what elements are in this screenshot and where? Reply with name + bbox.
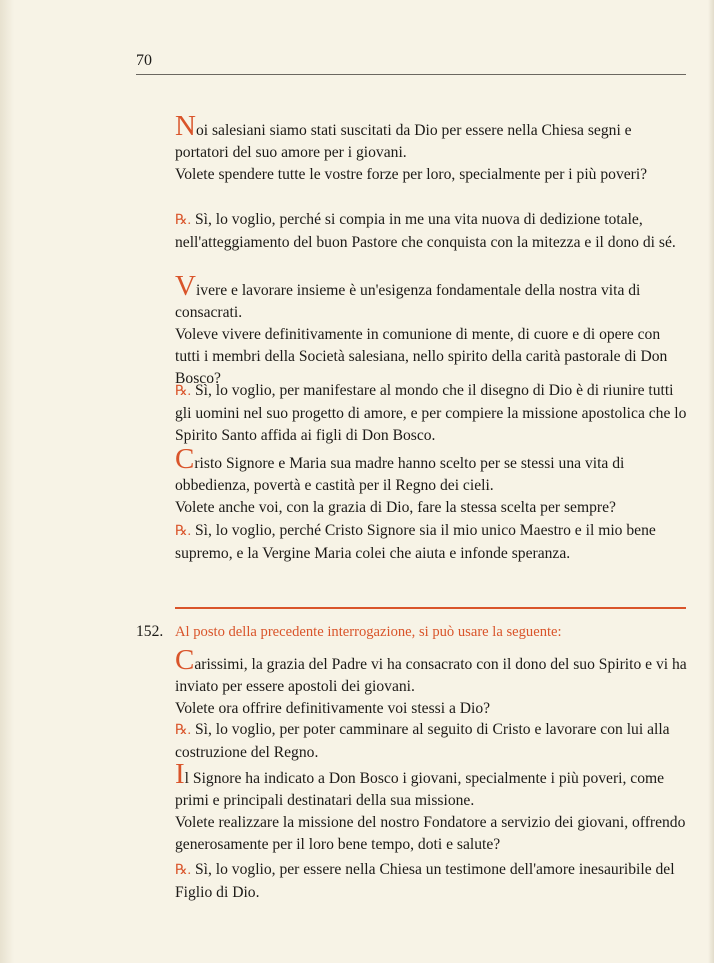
alt-response-2 bbox=[175, 859, 687, 904]
response-text: Sì, lo voglio, perché Cristo Signore sia il mio unico Maestro e il mio bene supremo, e la Vergine Maria colei che aiuta e infonde speranza. bbox=[175, 522, 656, 562]
question-text: oi salesiani siamo stati suscitati da Dio per essere nella Chiesa segni e portatori del suo amore per i giovani. bbox=[175, 122, 632, 161]
page-edge bbox=[708, 0, 714, 963]
page-number: 70 bbox=[136, 52, 152, 69]
response-text: Sì, lo voglio, per poter camminare al seguito di Cristo e lavorare con lui alla costruzione del Regno. bbox=[175, 721, 670, 761]
question-text: risto Signore e Maria sua madre hanno scelto per se stessi una vita di obbedienza, povertà e castità per il Regno dei cieli. bbox=[175, 455, 625, 494]
page-gutter bbox=[0, 0, 14, 963]
question-text: arissimi, la grazia del Padre vi ha consacrato con il dono del suo Spirito e vi ha inviato per essere apostoli dei giovani. bbox=[175, 656, 687, 695]
response-symbol: ℞. bbox=[175, 524, 192, 539]
question-2 bbox=[175, 270, 687, 390]
question-1 bbox=[175, 110, 687, 186]
response-text: Sì, lo voglio, per manifestare al mondo che il disegno di Dio è di riunire tutti gli uomini nel suo progetto di amore, e per compiere la missione apostolica che lo Spirito Santo affida ai figli di Don Bosco. bbox=[175, 382, 687, 444]
drop-cap: V bbox=[175, 270, 196, 302]
header-rule bbox=[136, 74, 686, 75]
alt-response-1 bbox=[175, 719, 687, 764]
response-1 bbox=[175, 209, 687, 254]
drop-cap: N bbox=[175, 110, 196, 142]
question-ask: Voleve vivere definitivamente in comunione di mente, di cuore e di opere con tutti i membri della Società salesiana, nello spirito della carità pastorale di Don Bosco? bbox=[175, 326, 668, 387]
question-ask: Volete anche voi, con la grazia di Dio, fare la stessa scelta per sempre? bbox=[175, 499, 616, 516]
question-ask: Volete realizzare la missione del nostro Fondatore a servizio dei giovani, offrendo generosamente per il loro bene tempo, doti e salute? bbox=[175, 814, 686, 853]
response-symbol: ℞. bbox=[175, 213, 192, 228]
response-symbol: ℞. bbox=[175, 863, 192, 878]
response-text: Sì, lo voglio, per essere nella Chiesa un testimone dell'amore inesauribile del Figlio di Dio. bbox=[175, 861, 675, 901]
section-number: 152. bbox=[136, 623, 164, 640]
question-ask: Volete ora offrire definitivamente voi stessi a Dio? bbox=[175, 700, 491, 717]
question-text: l Signore ha indicato a Don Bosco i giovani, specialmente i più poveri, come primi e principali destinatari della sua missione. bbox=[175, 770, 665, 809]
alt-question-1 bbox=[175, 644, 687, 720]
drop-cap: C bbox=[175, 443, 195, 475]
response-2 bbox=[175, 380, 687, 447]
drop-cap: I bbox=[175, 758, 185, 790]
question-ask: Volete spendere tutte le vostre forze per loro, specialmente per i più poveri? bbox=[175, 166, 648, 183]
question-text: ivere e lavorare insieme è un'esigenza fondamentale della nostra vita di consacrati. bbox=[175, 282, 641, 321]
drop-cap: C bbox=[175, 644, 195, 676]
alt-question-2 bbox=[175, 758, 687, 856]
section-note: Al posto della precedente interrogazione, si può usare la seguente: bbox=[175, 624, 562, 640]
response-symbol: ℞. bbox=[175, 723, 192, 738]
question-3 bbox=[175, 443, 687, 519]
response-3 bbox=[175, 520, 687, 565]
section-divider bbox=[175, 607, 686, 609]
response-symbol: ℞. bbox=[175, 384, 192, 399]
response-text: Sì, lo voglio, perché si compia in me una vita nuova di dedizione totale, nell'atteggiamento del buon Pastore che conquista con la mitezza e il dono di sé. bbox=[175, 211, 676, 251]
